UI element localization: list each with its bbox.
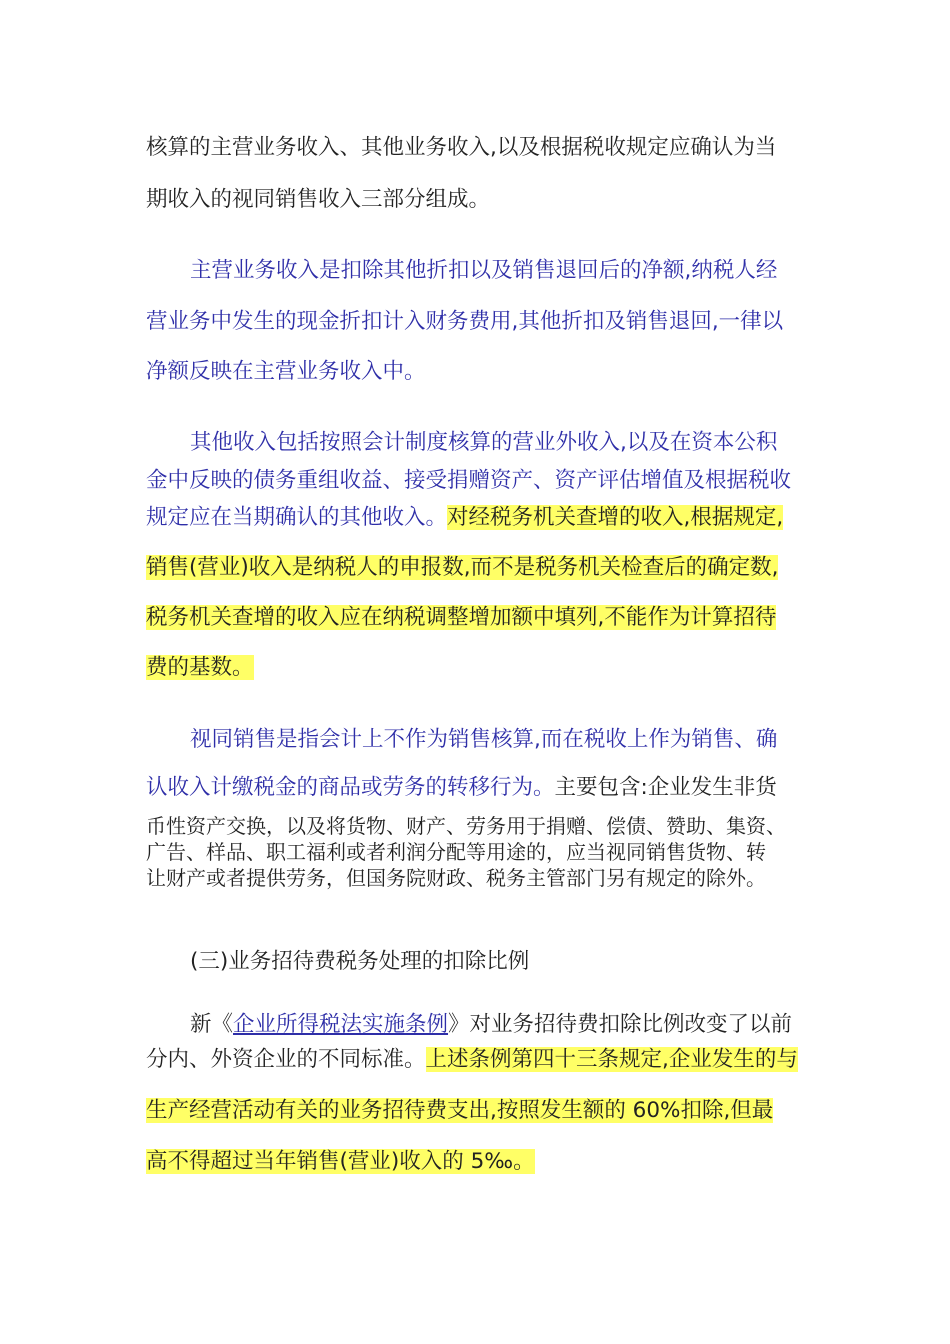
highlighted-text: 生产经营活动有关的业务招待费支出,按照发生额的 60%扣除,但最 [146, 1098, 774, 1123]
highlighted-text: 高不得超过当年销售(营业)收入的 5‰。 [146, 1149, 535, 1174]
highlighted-text: 对经税务机关查增的收入,根据规定, [447, 505, 784, 530]
text-line: 币性资产交换，以及将货物、财产、劳务用于捐赠、偿债、赞助、集资、 [146, 814, 786, 838]
text-segment: 新《 [190, 1012, 234, 1037]
text-line [146, 1045, 798, 1075]
text-line [146, 1147, 535, 1177]
highlighted-text: 上述条例第四十三条规定,企业发生的与 [425, 1047, 798, 1072]
text-line [146, 1096, 773, 1126]
text-line: 期收入的视同销售收入三部分组成。 [146, 187, 491, 212]
text-line [146, 553, 778, 583]
text-line: 金中反映的债务重组收益、接受捐赠资产、资产评估增值及根据税收 [146, 468, 792, 493]
text-segment: 规定应在当期确认的其他收入。 [146, 505, 448, 530]
text-segment: 》对业务招待费扣除比例改变了以前 [448, 1012, 793, 1037]
highlighted-text: 税务机关查增的收入应在纳税调整增加额中填列,不能作为计算招待 [146, 605, 777, 630]
text-line: 核算的主营业务收入、其他业务收入,以及根据税收规定应确认为当 [146, 135, 777, 160]
text-segment: 主要包含:企业发生非货 [554, 775, 777, 800]
text-line: 主营业务收入是扣除其他折扣以及销售退回后的净额,纳税人经 [190, 258, 778, 283]
text-line: 广告、样品、职工福利或者利润分配等用途的，应当视同销售货物、转 [146, 840, 766, 864]
text-segment: 认收入计缴税金的商品或劳务的转移行为。 [146, 775, 555, 800]
text-line: 其他收入包括按照会计制度核算的营业外收入,以及在资本公积 [190, 430, 778, 455]
highlighted-text: 销售(营业)收入是纳税人的申报数,而不是税务机关检查后的确定数, [146, 555, 779, 580]
text-line: 营业务中发生的现金折扣计入财务费用,其他折扣及销售退回,一律以 [146, 309, 784, 334]
text-line: 视同销售是指会计上不作为销售核算,而在税收上作为销售、确 [190, 727, 778, 752]
text-line [146, 503, 783, 533]
section-heading: (三)业务招待费税务处理的扣除比例 [190, 949, 530, 974]
text-line: 净额反映在主营业务收入中。 [146, 359, 426, 384]
text-line: 让财产或者提供劳务，但国务院财政、税务主管部门另有规定的除外。 [146, 866, 766, 890]
text-line [190, 1010, 792, 1040]
regulation-link[interactable]: 企业所得税法实施条例 [233, 1012, 449, 1037]
text-line [146, 773, 777, 803]
text-line [146, 653, 254, 683]
text-line [146, 603, 776, 633]
highlighted-text: 费的基数。 [146, 655, 254, 680]
text-segment: 分内、外资企业的不同标准。 [146, 1047, 426, 1072]
